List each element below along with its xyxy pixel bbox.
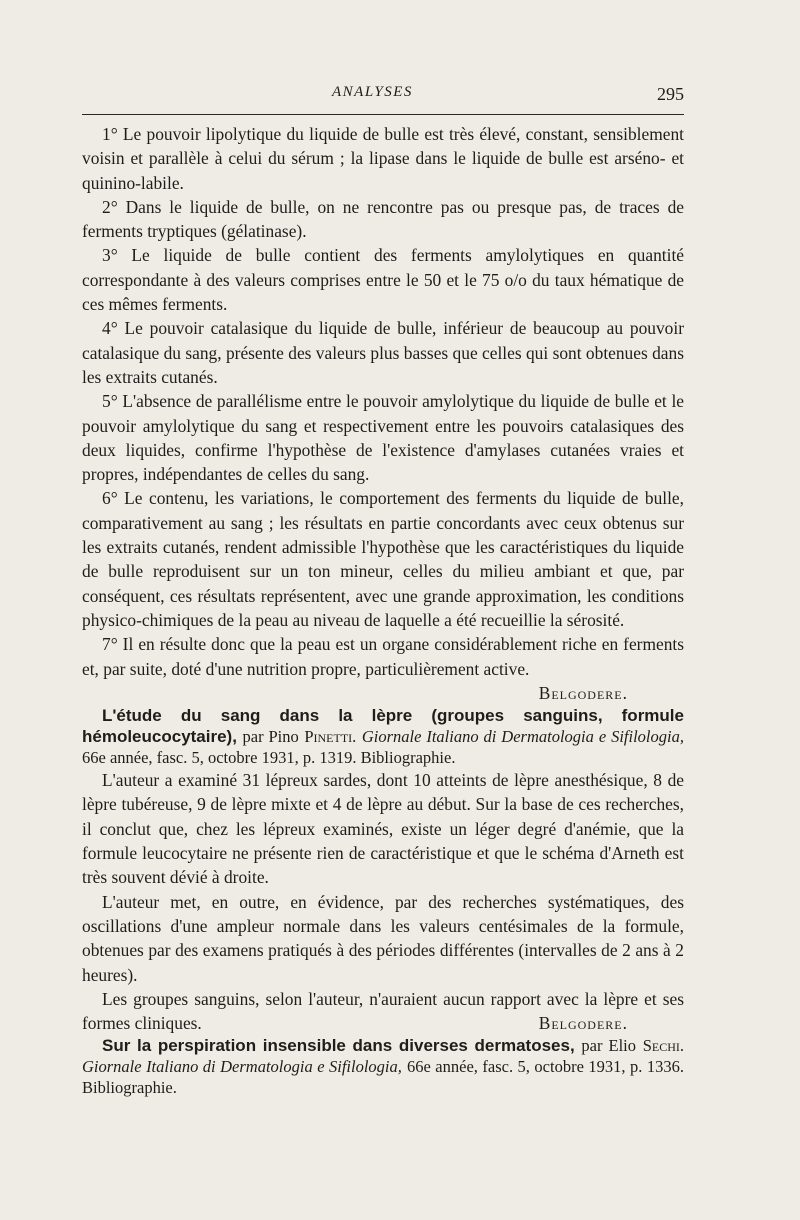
review-paragraph: L'auteur a examiné 31 lépreux sardes, dont 10 atteints de lèpre anesthésique, 8 de lèpre tubéreuse, 9 de lèpre mixte et 4 de lèpre au début. Sur la base de ces recherches, il conclut que, chez les lépreux examinés, existe un léger degré d'anémie, que la formule leucocytaire ne présente rien de caractéristique et que le schéma d'Arneth est très souvent dévié à droite.	[82, 770, 684, 888]
running-title: ANALYSES	[332, 84, 413, 100]
article-title: L'étude du sang dans la lèpre (groupes sanguins, formule hémoleucocytaire),	[82, 706, 684, 747]
article-by: par Elio	[581, 1036, 637, 1056]
header-rule	[82, 114, 684, 115]
conclusion-6: 6° Le contenu, les variations, le comportement des ferments du liquide de bulle, comparativement au sang ; les résultats en partie concordants avec ceux obtenus sur les extraits cutanés, rendent admissible l'hypothèse que les caractéristiques du liquide de bulle reproduisent sur un ton mineur, celles du milieu ambiant et que, par conséquent, ces résultats représentent, avec une grande approximation, les conditions physico-chimiques de la peau au niveau de laquelle a été recueillie la sérosité.	[82, 488, 684, 630]
review-heading	[82, 1035, 684, 1098]
journal-details: 66e année, fasc. 5, octobre 1931, p. 1319. Bibliographie.	[82, 748, 456, 768]
reviewer-signature: Belgodere.	[538, 682, 628, 703]
page-header	[82, 84, 684, 108]
conclusion-2: 2° Dans le liquide de bulle, on ne rencontre pas ou presque pas, de traces de ferments tryptiques (gélatinase).	[82, 196, 684, 242]
article-author: Sechi.	[642, 1036, 684, 1056]
journal-details: 66e année, fasc. 5, octobre 1931, p. 1336. Bibliographie.	[82, 1057, 684, 1098]
review-perspiration	[82, 1035, 684, 1098]
conclusions-section	[82, 122, 684, 705]
journal-name: Giornale Italiano di Dermatologia e Sifilologia,	[361, 727, 684, 747]
conclusion-7	[82, 632, 684, 705]
article-by: par Pino	[242, 727, 299, 747]
reviewer-signature: Belgodere.	[538, 1013, 628, 1034]
article-author: Pinetti.	[304, 727, 357, 747]
conclusion-7-text: 7° Il en résulte donc que la peau est un organe considérablement riche en ferments et, par suite, doté d'une nutrition propre, particulièrement active.	[82, 634, 684, 679]
conclusion-4: 4° Le pouvoir catalasique du liquide de bulle, inférieur de beaucoup au pouvoir catalasique du sang, présente des valeurs plus basses que celles qui sont obtenues dans les extraits cutanés.	[82, 318, 684, 387]
conclusion-1: 1° Le pouvoir lipolytique du liquide de bulle est très élevé, constant, sensiblement voisin et parallèle à celui du sérum ; la lipase dans le liquide de bulle est arséno- et quinino-labile.	[82, 124, 684, 193]
review-paragraph: L'auteur met, en outre, en évidence, par des recherches systématiques, des oscillations d'une ampleur normale dans les valeurs centésimales de la formule, obtenues par des examens pratiqués à des périodes différentes (intervalles de 2 ans à 2 heures).	[82, 891, 684, 985]
review-paragraph	[82, 987, 684, 1036]
conclusion-3: 3° Le liquide de bulle contient des ferments amylolytiques en quantité correspondante à des valeurs comprises entre le 50 et le 75 o/o du taux hématique de ces mêmes ferments.	[82, 245, 684, 315]
page-number: 295	[657, 84, 684, 104]
page-body	[82, 122, 684, 1098]
article-title: Sur la perspiration insensible dans diverses dermatoses,	[102, 1036, 575, 1056]
review-heading	[82, 705, 684, 768]
journal-name: Giornale Italiano di Dermatologia e Sifilologia,	[82, 1057, 402, 1077]
conclusion-5: 5° L'absence de parallélisme entre le pouvoir amylolytique du liquide de bulle et le pouvoir amylolytique du sang et respectivement entre les pouvoirs catalasiques des deux liquides, confirme l'hypothèse de l'existence d'amylases cutanées vraies et propres, indépendantes de celles du sang.	[82, 391, 684, 485]
review-blood-leprosy	[82, 705, 684, 1035]
review-paragraph-text: Les groupes sanguins, selon l'auteur, n'auraient aucun rapport avec la lèpre et ses formes cliniques.	[82, 988, 684, 1034]
